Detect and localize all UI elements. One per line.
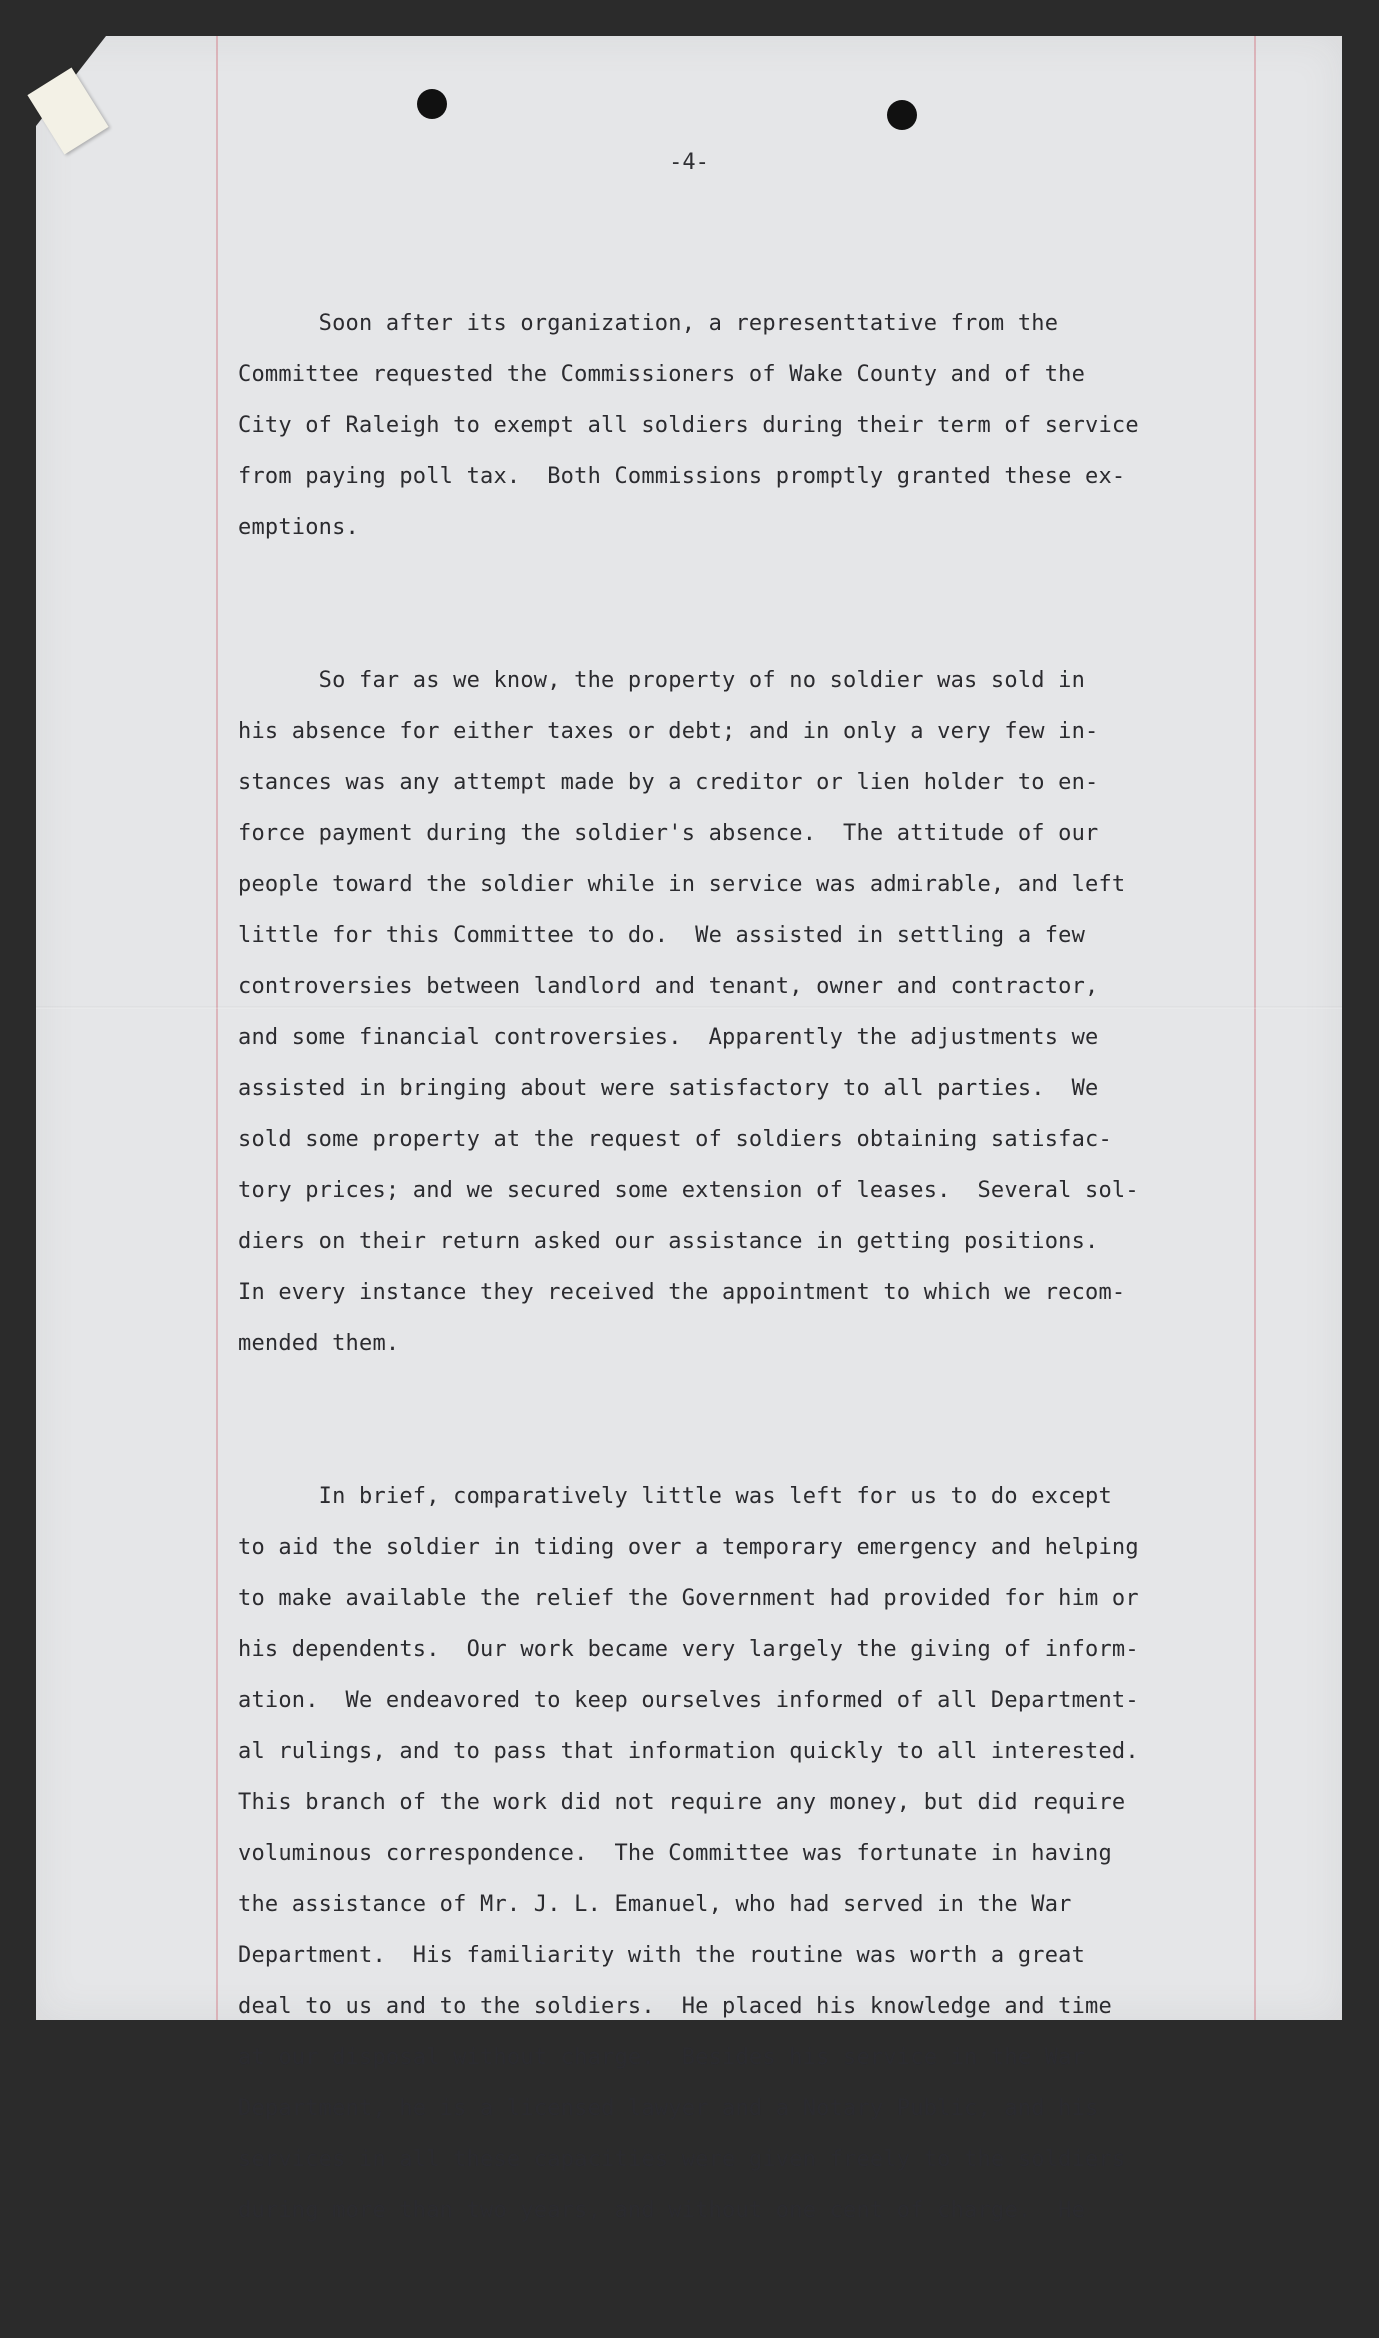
text-line: mended them. [238, 1331, 400, 1356]
text-line: stances was any attempt made by a creditor or lien holder to en- [238, 770, 1099, 795]
text-line: to make available the relief the Government had provided for him or [238, 1586, 1139, 1611]
paragraph-2 [238, 655, 1258, 1369]
text-line: services in all these capacities were given freely to the soldiers [238, 2147, 1126, 2172]
text-line: voluminous correspondence. The Committee was fortunate in having [238, 1841, 1112, 1866]
text-line: controversies between landlord and tenant, owner and contractor, [238, 974, 1099, 999]
text-line: al rulings, and to pass that information quickly to all interested. [238, 1739, 1139, 1764]
text-line: from paying poll tax. Both Commissions promptly granted these ex- [238, 464, 1126, 489]
punch-hole-right [887, 100, 917, 130]
text-line: assisted in bringing about were satisfactory to all parties. We [238, 1076, 1099, 1101]
text-line: Department, he is a licensed lawyer and a Notary Public, and his [238, 2096, 1099, 2121]
text-line: his dependents. Our work became very largely the giving of inform- [238, 1637, 1139, 1662]
text-line: sold some property at the request of soldiers obtaining satisfac- [238, 1127, 1112, 1152]
text-line: to aid the soldier in tiding over a temporary emergency and helping [238, 1535, 1139, 1560]
paragraph-3 [238, 1471, 1258, 2236]
body-text [238, 196, 1258, 2338]
text-line: deal to us and to the soldiers. He placed his knowledge and time [238, 1994, 1112, 2019]
text-line: tory prices; and we secured some extension of leases. Several sol- [238, 1178, 1139, 1203]
text-line: City of Raleigh to exempt all soldiers during their term of service [238, 413, 1139, 438]
text-line: Soon after its organization, a representtative from the [238, 311, 1059, 336]
text-line: during more than two years, and without one cent of charge. He [238, 2198, 1086, 2223]
text-line: diers on their return asked our assistance in getting positions. [238, 1229, 1099, 1254]
text-line: Committee requested the Commissioners of Wake County and of the [238, 362, 1086, 387]
left-margin-rule [216, 36, 218, 2020]
text-line: and some financial controversies. Apparently the adjustments we [238, 1025, 1099, 1050]
paragraph-1 [238, 298, 1258, 553]
text-line: In brief, comparatively little was left for us to do except [238, 1484, 1112, 1509]
text-line: Department. His familiarity with the routine was worth a great [238, 1943, 1086, 1968]
text-line: little for this Committee to do. We assisted in settling a few [238, 923, 1086, 948]
text-line: emptions. [238, 515, 360, 540]
document-page [36, 36, 1342, 2223]
text-line: This branch of the work did not require any money, but did require [238, 1790, 1126, 1815]
page-number: -4- [669, 150, 709, 175]
punch-hole-left [417, 89, 447, 119]
text-line: at our disposal without charge. Besides his service in the War [238, 2045, 1086, 2070]
text-line: In every instance they received the appointment to which we recom- [238, 1280, 1126, 1305]
text-line: So far as we know, the property of no soldier was sold in [238, 668, 1086, 693]
text-line: ation. We endeavored to keep ourselves informed of all Department- [238, 1688, 1139, 1713]
text-line: the assistance of Mr. J. L. Emanuel, who had served in the War [238, 1892, 1072, 1917]
text-line: his absence for either taxes or debt; and in only a very few in- [238, 719, 1099, 744]
text-line: force payment during the soldier's absence. The attitude of our [238, 821, 1099, 846]
text-line: people toward the soldier while in service was admirable, and left [238, 872, 1126, 897]
